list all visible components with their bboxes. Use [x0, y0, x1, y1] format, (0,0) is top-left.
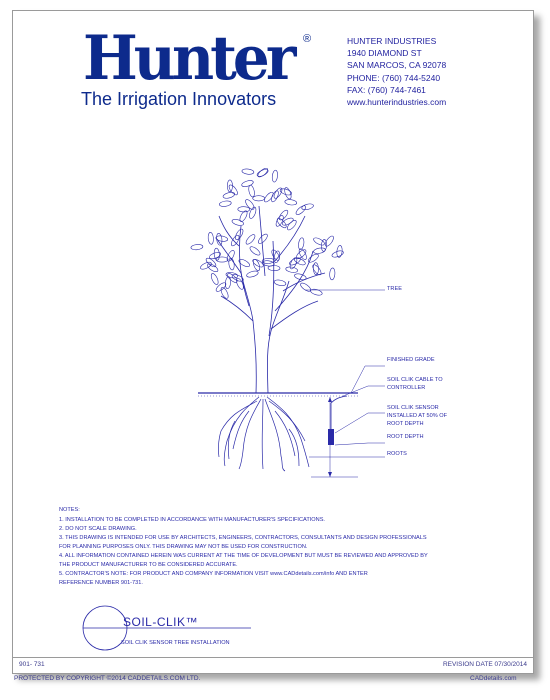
tagline: The Irrigation Innovators — [81, 89, 277, 109]
leaf — [285, 199, 298, 206]
leaf — [263, 191, 275, 203]
callout-sensor-2: INSTALLED AT 50% OF — [387, 413, 447, 419]
leaf — [307, 253, 320, 264]
drawing-sheet — [12, 10, 534, 674]
leaf — [299, 282, 312, 293]
note-line: 2. DO NOT SCALE DRAWING. — [59, 526, 137, 532]
notes-heading: NOTES: — [59, 507, 80, 513]
revision-date: REVISION DATE 07/30/2014 — [442, 661, 527, 668]
callout-finished-grade: FINISHED GRADE — [387, 357, 435, 363]
soil-clik-sensor — [328, 429, 334, 445]
callout-root-depth: ROOT DEPTH — [387, 434, 424, 440]
leaf — [278, 209, 290, 222]
roots — [218, 397, 309, 471]
leaf — [286, 219, 298, 231]
note-line: THE PRODUCT MANUFACTURER TO BE CONSIDERED ACCURATE. — [59, 562, 238, 568]
company-city: SAN MARCOS, CA 92078 — [347, 60, 447, 70]
leaf — [216, 233, 223, 246]
callout-sensor-1: SOIL CLIK SENSOR — [387, 405, 439, 411]
leaf — [253, 196, 265, 201]
note-line: 1. INSTALLATION TO BE COMPLETED IN ACCORDANCE WITH MANUFACTURER'S SPECIFICATIONS. — [59, 517, 325, 523]
company-street: 1940 DIAMOND ST — [347, 48, 422, 58]
detail-title: SOIL-CLIK™ — [123, 615, 199, 629]
reference-number: 901- 731 — [19, 661, 45, 668]
leaf — [329, 268, 335, 280]
callout-cable-1: SOIL CLIK CABLE TO — [387, 377, 443, 383]
leaf — [216, 257, 228, 262]
leaf — [210, 272, 220, 285]
leaf — [191, 244, 203, 250]
leaf — [226, 249, 236, 262]
leaf — [270, 249, 281, 262]
company-fax: FAX: (760) 744-7461 — [347, 85, 426, 95]
note-line: 3. THIS DRAWING IS INTENDED FOR USE BY ARCHITECTS, ENGINEERS, CONTRACTORS, CONSULTANTS AND DESIGN PROFESSIONALS — [59, 535, 427, 541]
note-line: REFERENCE NUMBER 901-731. — [59, 580, 143, 586]
leaf — [242, 168, 255, 175]
leaf — [285, 266, 298, 273]
leaf — [208, 232, 214, 244]
leaf — [313, 247, 326, 254]
leaf — [295, 204, 307, 216]
caddetails-link[interactable]: CADdetails.com — [470, 675, 517, 682]
leaf — [241, 179, 254, 187]
callout-sensor-3: ROOT DEPTH — [387, 421, 424, 427]
leaf — [312, 236, 325, 246]
leaf — [270, 190, 280, 203]
note-line: 5. CONTRACTOR'S NOTE: FOR PRODUCT AND COMPANY INFORMATION VISIT www.CADdetails.com/info AND ENTER — [59, 571, 368, 577]
detail-subtitle: SOIL CLIK SENSOR TREE INSTALLATION — [121, 640, 230, 646]
leaf — [231, 273, 244, 282]
hunter-logo: Hunter — [83, 22, 293, 94]
callout-cable-2: CONTROLLER — [387, 385, 426, 391]
leaf — [310, 288, 323, 296]
leaf — [219, 200, 232, 207]
leaf — [225, 276, 231, 288]
leaf — [231, 218, 244, 226]
leaf — [294, 273, 307, 281]
leaf — [248, 185, 256, 198]
leaf — [274, 279, 287, 287]
leaf — [324, 235, 335, 248]
leaf — [234, 228, 245, 241]
copyright-notice: PROTECTED BY COPYRIGHT ©2014 CADDETAILS.COM LTD. — [14, 675, 201, 682]
leaf — [301, 203, 314, 211]
leaf — [245, 233, 257, 245]
leaf — [228, 184, 239, 197]
leaf — [272, 170, 279, 183]
registered-mark: ® — [303, 33, 312, 45]
company-website: www.hunterindustries.com — [347, 97, 447, 107]
callout-roots: ROOTS — [387, 451, 407, 457]
callout-tree: TREE — [387, 286, 402, 292]
leaf — [249, 245, 262, 256]
company-name: HUNTER INDUSTRIES — [347, 36, 437, 46]
note-line: FOR PLANNING PURPOSES ONLY. THIS DRAWING MAY NOT BE USED FOR CONSTRUCTION. — [59, 544, 308, 550]
company-phone: PHONE: (760) 744-5240 — [347, 73, 441, 83]
leaf — [298, 237, 305, 250]
leaf — [222, 191, 235, 199]
leaf — [246, 270, 259, 278]
note-line: 4. ALL INFORMATION CONTAINED HEREIN WAS CURRENT AT THE TIME OF DEVELOPMENT BUT MUST BE REVIEWED AND APPROVED BY — [59, 553, 428, 559]
tree-trunk-left — [241, 273, 256, 393]
leaf — [238, 258, 251, 268]
leaf — [257, 233, 269, 245]
leaf — [206, 262, 219, 273]
tree-trunk-right — [267, 281, 289, 393]
